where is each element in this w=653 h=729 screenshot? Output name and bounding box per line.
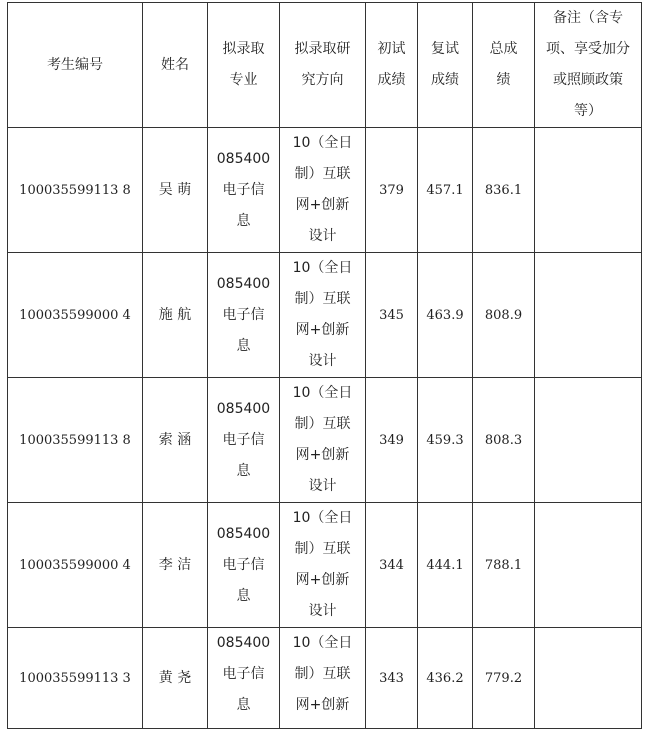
cell-major: 085400 电子信 息 bbox=[208, 628, 280, 729]
cell-exam-id: 100035599113 3 bbox=[8, 628, 143, 729]
cell-total-score: 808.3 bbox=[473, 378, 535, 503]
cell-name: 索 涵 bbox=[143, 378, 208, 503]
header-name: 姓名 bbox=[143, 3, 208, 128]
cell-retest-score: 457.1 bbox=[418, 128, 473, 253]
cell-retest-score: 463.9 bbox=[418, 253, 473, 378]
cell-name: 吴 萌 bbox=[143, 128, 208, 253]
cell-direction: 10（全日 制）互联 网+创新 设计 bbox=[280, 253, 366, 378]
cell-notes bbox=[535, 503, 642, 628]
cell-name: 施 航 bbox=[143, 253, 208, 378]
cell-direction: 10（全日 制）互联 网+创新 设计 bbox=[280, 503, 366, 628]
cell-direction: 10（全日 制）互联 网+创新 设计 bbox=[280, 128, 366, 253]
cell-initial-score: 349 bbox=[366, 378, 418, 503]
cell-direction: 10（全日 制）互联 网+创新 设计 bbox=[280, 378, 366, 503]
header-total-score: 总成 绩 bbox=[473, 3, 535, 128]
table-row bbox=[8, 503, 642, 628]
cell-initial-score: 345 bbox=[366, 253, 418, 378]
admission-table bbox=[7, 2, 642, 729]
cell-exam-id: 100035599000 4 bbox=[8, 503, 143, 628]
cell-notes bbox=[535, 128, 642, 253]
cell-retest-score: 444.1 bbox=[418, 503, 473, 628]
cell-direction: 10（全日 制）互联 网+创新 bbox=[280, 628, 366, 729]
cell-notes bbox=[535, 253, 642, 378]
cell-major: 085400 电子信 息 bbox=[208, 378, 280, 503]
cell-major: 085400 电子信 息 bbox=[208, 503, 280, 628]
cell-exam-id: 100035599113 8 bbox=[8, 128, 143, 253]
cell-initial-score: 343 bbox=[366, 628, 418, 729]
table-row bbox=[8, 253, 642, 378]
table-row bbox=[8, 628, 642, 729]
cell-major: 085400 电子信 息 bbox=[208, 253, 280, 378]
cell-initial-score: 344 bbox=[366, 503, 418, 628]
header-exam-id: 考生编号 bbox=[8, 3, 143, 128]
header-row bbox=[8, 3, 642, 128]
cell-name: 李 洁 bbox=[143, 503, 208, 628]
header-notes: 备注（含专 项、享受加分 或照顾政策 等） bbox=[535, 3, 642, 128]
header-initial-score: 初试 成绩 bbox=[366, 3, 418, 128]
cell-major: 085400 电子信 息 bbox=[208, 128, 280, 253]
cell-notes bbox=[535, 628, 642, 729]
cell-total-score: 779.2 bbox=[473, 628, 535, 729]
header-retest-score: 复试 成绩 bbox=[418, 3, 473, 128]
cell-total-score: 836.1 bbox=[473, 128, 535, 253]
cell-name: 黄 尧 bbox=[143, 628, 208, 729]
cell-exam-id: 100035599113 8 bbox=[8, 378, 143, 503]
cell-total-score: 808.9 bbox=[473, 253, 535, 378]
cell-notes bbox=[535, 378, 642, 503]
header-direction: 拟录取研 究方向 bbox=[280, 3, 366, 128]
table-row bbox=[8, 128, 642, 253]
cell-retest-score: 436.2 bbox=[418, 628, 473, 729]
header-major: 拟录取 专业 bbox=[208, 3, 280, 128]
cell-retest-score: 459.3 bbox=[418, 378, 473, 503]
cell-initial-score: 379 bbox=[366, 128, 418, 253]
cell-exam-id: 100035599000 4 bbox=[8, 253, 143, 378]
table-row bbox=[8, 378, 642, 503]
cell-total-score: 788.1 bbox=[473, 503, 535, 628]
